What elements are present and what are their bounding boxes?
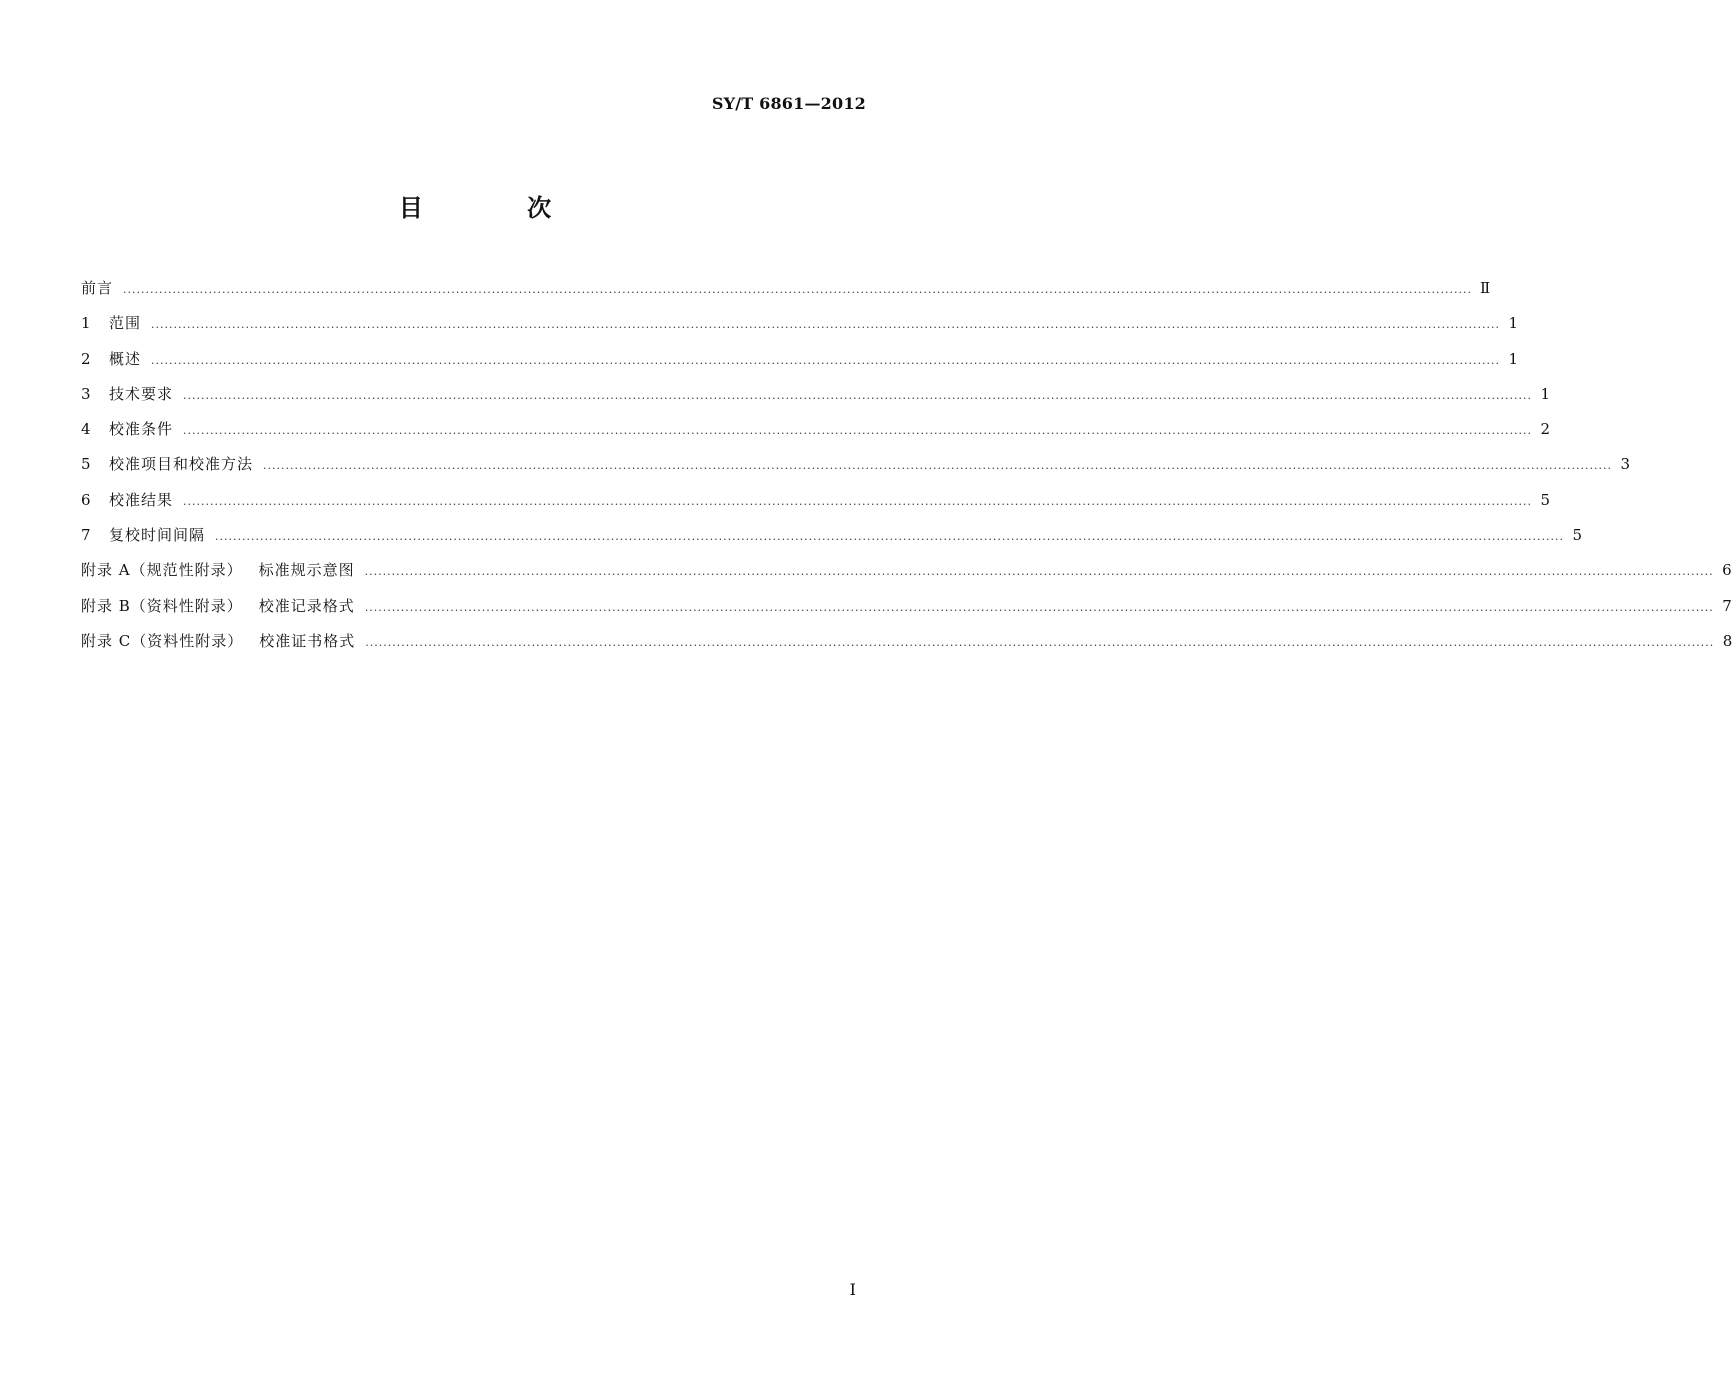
toc-leader-dots: ............................................................................................................................................................................................................................................................................................................ [151,353,1500,367]
toc-entry-1[interactable] [81,311,1518,346]
toc-leader-dots: ............................................................................................................................................................................................................................................................................................................ [263,459,1612,473]
toc-entry-label: 校准条件 [109,420,174,439]
toc-leader-dots: ............................................................................................................................................................................................................................................................................................................ [215,530,1564,544]
toc-entry-label: 技术要求 [109,384,174,403]
toc-entry-label: 复校时间间隔 [109,526,206,545]
toc-leader-dots: ............................................................................................................................................................................................................................................................................................................ [183,388,1532,402]
toc-entry-number: 4 [81,420,91,439]
toc-leader-dots: ............................................................................................................................................................................................................................................................................................................ [365,635,1715,649]
appendix-title: 校准证书格式 [259,631,356,650]
toc-leader-dots: ............................................................................................................................................................................................................................................................................................................ [364,565,1714,579]
appendix-title: 标准规示意图 [258,561,355,580]
toc-entry-page: 1 [1508,314,1518,333]
toc-entry-label: 范围 [109,314,142,333]
standard-code: SY/T 6861—2012 [711,94,866,113]
toc-entry-4[interactable] [81,417,1550,452]
toc-entry-appendix-a[interactable] [81,558,1732,593]
toc-entry-page: 6 [1722,561,1732,580]
toc-entry-7[interactable] [81,523,1582,558]
toc-entry-number: 3 [81,384,91,403]
toc-entry-number: 7 [81,526,91,545]
toc-entry-label: 校准结果 [109,490,174,509]
toc-entry-number: 2 [81,349,91,368]
toc-entry-5[interactable] [81,452,1630,487]
toc-entry-3[interactable] [81,382,1550,417]
toc-entry-label: 前言 [81,279,114,297]
toc-entry-page: 1 [1540,384,1550,403]
toc-entry-label: 概述 [109,349,142,368]
page-number: I [849,1280,856,1299]
toc-entry-page: 2 [1540,420,1550,439]
toc-entry-label [81,594,355,618]
toc-entry-label [81,629,355,653]
toc-title: 目 次 [398,193,600,222]
toc-entry-2[interactable] [81,347,1518,382]
toc-entry-number: 1 [81,314,91,333]
toc-entry-label [81,558,355,582]
toc-entry-number: 6 [81,490,91,509]
toc-entry-page: 8 [1722,631,1732,650]
toc-entry-page: Ⅱ [1480,279,1491,297]
appendix-title: 校准记录格式 [258,596,355,615]
appendix-heading: 附录 C（资料性附录） [81,631,244,650]
toc-entry-page: 5 [1572,526,1582,545]
table-of-contents [81,276,1732,664]
toc-entry-label: 校准项目和校准方法 [109,455,254,474]
toc-entry-appendix-b[interactable] [81,594,1732,629]
toc-entry-page: 7 [1722,596,1732,615]
toc-entry-number: 5 [81,455,91,474]
toc-entry-appendix-c[interactable] [81,629,1732,664]
toc-leader-dots: ............................................................................................................................................................................................................................................................................................................ [364,600,1714,614]
appendix-heading: 附录 B（资料性附录） [81,596,243,615]
toc-entry-page: 1 [1508,349,1518,368]
toc-entry-foreword[interactable] [81,276,1491,311]
toc-entry-6[interactable] [81,488,1550,523]
toc-leader-dots: ............................................................................................................................................................................................................................................................................................................ [123,283,1472,296]
appendix-heading: 附录 A（规范性附录） [81,561,243,580]
toc-entry-page: 3 [1620,455,1630,474]
toc-entry-page: 5 [1540,490,1550,509]
toc-leader-dots: ............................................................................................................................................................................................................................................................................................................ [183,494,1532,508]
toc-leader-dots: ............................................................................................................................................................................................................................................................................................................ [183,424,1532,438]
toc-leader-dots: ............................................................................................................................................................................................................................................................................................................ [151,318,1500,332]
